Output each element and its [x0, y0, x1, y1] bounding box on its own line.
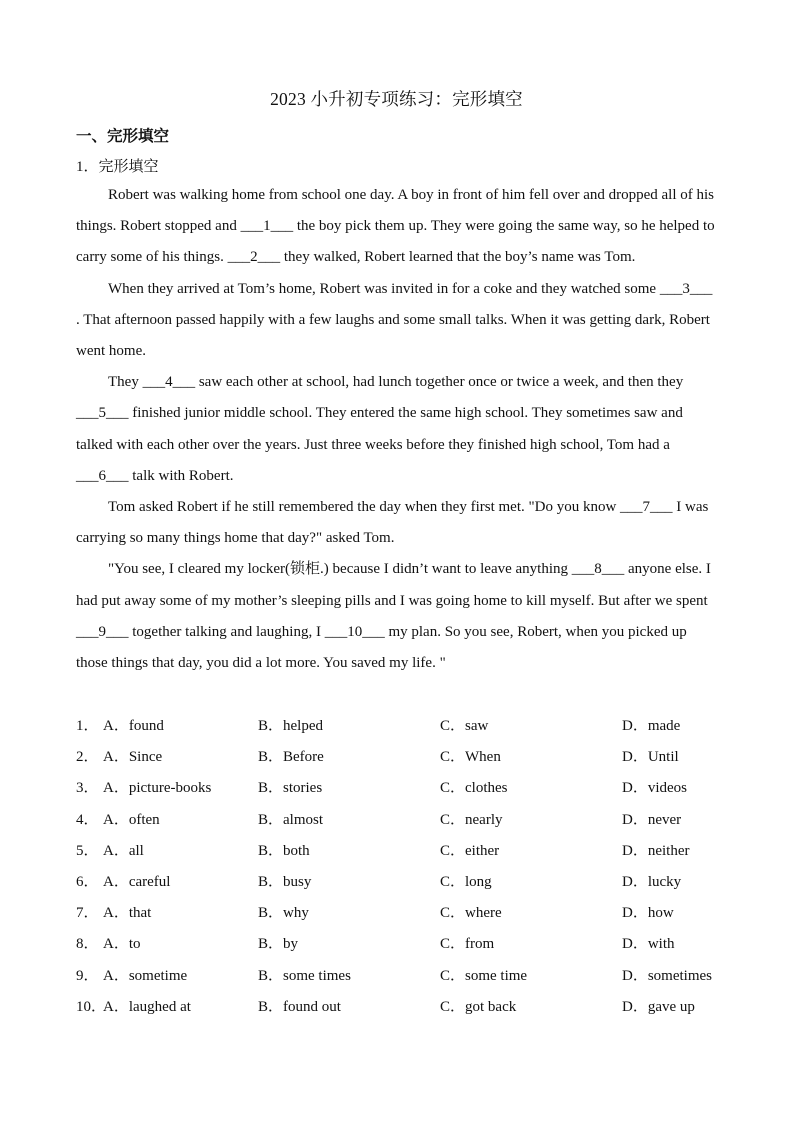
option-c: C．long [440, 873, 492, 890]
option-row-4 [76, 805, 736, 836]
option-a: A．laughed at [103, 998, 191, 1015]
option-b: B．helped [258, 718, 323, 734]
option-b: B．found out [258, 998, 341, 1015]
option-b: B．why [258, 905, 309, 922]
option-a: A．sometime [103, 967, 188, 984]
option-d: D．with [622, 936, 675, 953]
option-a: A．Since [103, 749, 163, 766]
option-d: D．sometimes [622, 967, 712, 984]
option-d: D．never [622, 811, 682, 828]
option-a: A．to [103, 936, 141, 953]
option-number: 7． [76, 905, 99, 922]
option-number: 5． [76, 842, 99, 859]
option-d: D．videos [622, 780, 687, 797]
option-b: B．some times [258, 967, 351, 984]
option-number: 3． [76, 780, 99, 797]
option-b: B．both [258, 842, 310, 859]
option-number: 2． [76, 749, 99, 766]
passage-paragraph-4: Tom asked Robert if he still remembered the day when they first met. "Do you know ___7___ I was carrying so many things home that day?" asked Tom. [76, 499, 709, 547]
option-d: D．lucky [622, 873, 682, 890]
option-c: C．where [440, 905, 502, 922]
passage-paragraph-2: When they arrived at Tom’s home, Robert was invited in for a coke and they watched some ___3___ . That afternoon passed happily with a few laughs and some small talks. When it was getting dark, Robert went home. [76, 280, 713, 360]
option-number: 1． [76, 718, 99, 734]
option-row-10 [76, 992, 736, 1023]
option-d: D．Until [622, 749, 679, 766]
option-number: 6． [76, 873, 99, 890]
option-row-1 [76, 711, 736, 742]
option-c: C．nearly [440, 811, 503, 828]
page-title: 2023 小升初专项练习：完形填空 [270, 89, 523, 109]
option-b: B．almost [258, 811, 324, 828]
option-row-2 [76, 742, 736, 773]
option-d: D．how [622, 905, 674, 922]
option-c: C．clothes [440, 780, 508, 797]
option-d: D．gave up [622, 998, 695, 1015]
passage-paragraph-5: "You see, I cleared my locker(锁柜.) because I didn’t want to leave anything ___8___ anyone else. I had put away some of my mother’s sleeping pills and I was going home to kill myself. But after we spent ___9___ together talking and laughing, I ___10___ my plan. So you see, Robert, when you picked up those things that day, you did a lot more. You saved my life. " [76, 561, 711, 672]
option-a: A．often [103, 811, 160, 828]
option-c: C．some time [440, 967, 528, 984]
option-row-9 [76, 961, 736, 992]
option-c: C．got back [440, 998, 517, 1015]
option-row-8 [76, 929, 736, 960]
option-d: D．neither [622, 842, 690, 859]
option-number: 8． [76, 936, 99, 953]
passage-paragraph-1: Robert was walking home from school one day. A boy in front of him fell over and dropped all of his things. Robert stopped and ___1___ the boy pick them up. They were going the same way, so he helped to carry some of his things. ___2___ they walked, Robert learned that the boy’s name was Tom. [76, 187, 715, 266]
option-c: C．either [440, 842, 500, 859]
option-row-7 [76, 898, 736, 929]
passage-paragraph-3: They ___4___ saw each other at school, had lunch together once or twice a week, and then they ___5___ finished junior middle school. They entered the same high school. They sometimes saw and talked with each other over the years. Just three weeks before they finished high school, Tom had a ___6___ talk with Robert. [76, 374, 684, 484]
option-row-3 [76, 773, 736, 804]
question-label: 1．完形填空 [76, 159, 159, 175]
option-c: C．When [440, 749, 501, 766]
option-c: C．saw [440, 718, 489, 734]
option-row-5 [76, 836, 736, 867]
passage [76, 180, 718, 679]
option-row-6 [76, 867, 736, 898]
option-a: A．all [103, 842, 144, 859]
section-heading: 一、完形填空 [76, 128, 170, 145]
option-number: 10． [76, 998, 107, 1015]
option-c: C．from [440, 936, 495, 953]
option-number: 9． [76, 967, 99, 984]
option-a: A．that [103, 905, 152, 922]
option-a: A．careful [103, 873, 171, 890]
option-d: D．made [622, 718, 681, 734]
option-a: A．picture-books [103, 780, 212, 797]
option-number: 4． [76, 811, 99, 828]
option-b: B．Before [258, 749, 324, 766]
option-b: B．busy [258, 873, 312, 890]
option-b: B．stories [258, 780, 323, 797]
option-a: A．found [103, 718, 164, 734]
options-list [76, 711, 736, 1023]
option-b: B．by [258, 936, 299, 953]
